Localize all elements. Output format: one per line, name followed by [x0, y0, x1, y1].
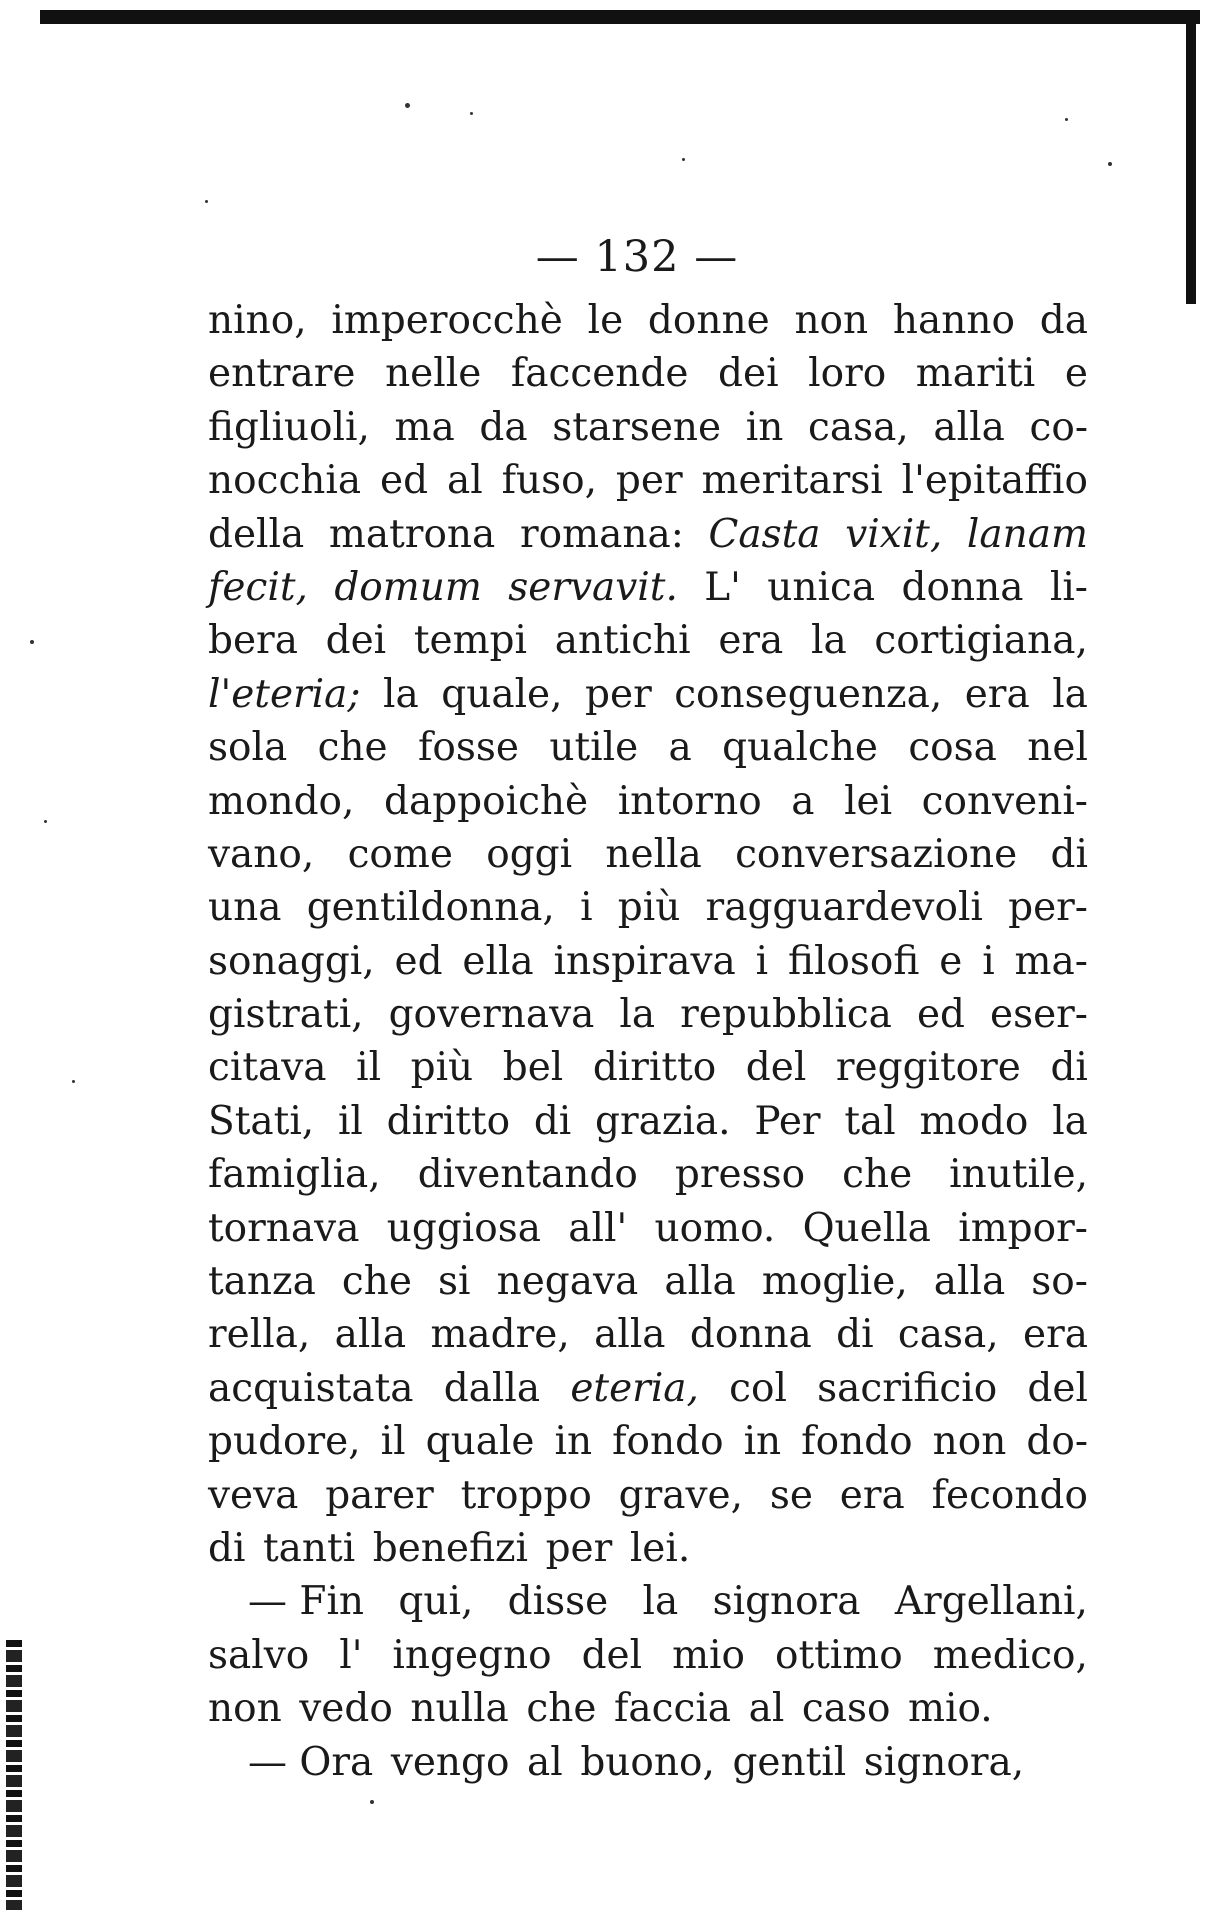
- text-line: [208, 1362, 1088, 1415]
- word: signora: [712, 1579, 861, 1625]
- word: all': [568, 1205, 628, 1251]
- word: bera: [208, 618, 298, 664]
- word: non: [794, 298, 869, 343]
- word: conveni-: [921, 778, 1088, 824]
- word: uggiosa: [386, 1205, 542, 1251]
- text-line: [208, 775, 1088, 828]
- word: ma: [394, 404, 455, 450]
- word: hanno: [892, 298, 1015, 343]
- word: del: [581, 1632, 643, 1678]
- word: le: [587, 298, 624, 343]
- word: casa,: [897, 1312, 999, 1358]
- word: alla: [933, 1259, 1006, 1305]
- word: nulla: [410, 1686, 509, 1732]
- word: della: [208, 511, 305, 557]
- print-speck: [205, 200, 208, 203]
- word: figliuoli,: [208, 404, 370, 450]
- word: fuso,: [501, 458, 598, 504]
- text-line: [208, 347, 1088, 400]
- word: ed: [916, 992, 965, 1038]
- word: del: [745, 1045, 807, 1091]
- word: Stati,: [208, 1098, 315, 1144]
- word: acquistata: [208, 1365, 414, 1411]
- word: Argellani,: [894, 1579, 1088, 1625]
- word: meritarsi: [701, 458, 883, 504]
- word: la: [1052, 671, 1088, 717]
- word: repubblica: [680, 992, 892, 1038]
- word: la: [810, 618, 847, 664]
- word: da: [1039, 298, 1088, 343]
- word: alla: [594, 1312, 666, 1358]
- word: impor-: [958, 1205, 1088, 1251]
- word: faccende: [510, 351, 689, 397]
- print-speck: [405, 103, 410, 108]
- word: L': [704, 564, 741, 610]
- word: Quella: [802, 1205, 931, 1251]
- word: donne: [647, 298, 770, 343]
- word: antichi: [554, 618, 691, 664]
- word: era: [964, 671, 1030, 717]
- word: oggi: [486, 831, 573, 877]
- word: intorno: [617, 778, 762, 824]
- word: fecondo: [931, 1472, 1088, 1518]
- word: il: [337, 1098, 363, 1144]
- word: come: [347, 831, 453, 877]
- word: in: [743, 1419, 782, 1465]
- word: Per: [754, 1098, 821, 1144]
- word: per: [615, 458, 683, 504]
- word: governava: [388, 992, 595, 1038]
- word: tempi: [413, 618, 528, 664]
- word: troppo: [460, 1472, 592, 1518]
- print-speck: [682, 158, 685, 161]
- word: cortigiana,: [874, 618, 1088, 664]
- word: mio.: [908, 1686, 993, 1732]
- word: imperocchè: [331, 298, 563, 343]
- word: servavit.: [508, 564, 678, 610]
- text-line: [208, 1522, 1088, 1575]
- word: citava: [208, 1045, 327, 1091]
- word: a: [791, 778, 815, 824]
- text-line: [208, 1629, 1088, 1682]
- body-text: [208, 294, 1088, 1789]
- word: nella: [605, 831, 702, 877]
- word: gistrati,: [208, 992, 364, 1038]
- word: l'eteria;: [208, 671, 361, 717]
- text-line: [208, 1575, 1088, 1628]
- word: più: [410, 1045, 474, 1091]
- word: al: [748, 1686, 785, 1732]
- word: — Fin: [248, 1579, 365, 1625]
- word: che: [526, 1686, 597, 1732]
- word: negava: [496, 1259, 639, 1305]
- word: lanam: [966, 511, 1088, 557]
- word: una: [208, 885, 282, 931]
- word: qualche: [722, 725, 878, 771]
- word: per: [585, 671, 652, 717]
- text-line: [208, 881, 1088, 934]
- word: eteria,: [570, 1365, 699, 1411]
- text-line: [208, 988, 1088, 1041]
- word: dei: [718, 351, 779, 397]
- word: qui,: [398, 1579, 474, 1625]
- word: a: [668, 725, 692, 771]
- word: uomo.: [654, 1205, 776, 1251]
- word: domum: [334, 564, 482, 610]
- word: nelle: [385, 351, 482, 397]
- word: per: [545, 1525, 613, 1571]
- word: la: [619, 992, 656, 1038]
- text-line: [208, 614, 1088, 667]
- word: la: [642, 1579, 679, 1625]
- word: unica: [767, 564, 876, 610]
- word: li-: [1049, 564, 1088, 610]
- text-line: [208, 1415, 1088, 1468]
- word: alla: [664, 1259, 736, 1305]
- word: fondo: [801, 1419, 913, 1465]
- word: l': [339, 1632, 363, 1678]
- word: reggitore: [835, 1045, 1021, 1091]
- word: era: [718, 618, 784, 664]
- word: tornava: [208, 1205, 360, 1251]
- word: bel: [502, 1045, 564, 1091]
- word: e: [939, 938, 963, 984]
- word: loro: [808, 351, 887, 397]
- word: conseguenza,: [674, 671, 943, 717]
- text-line: [208, 1148, 1088, 1201]
- word: rella,: [208, 1312, 311, 1358]
- word: tanti: [263, 1525, 356, 1571]
- word: che: [842, 1152, 913, 1198]
- word: filosofi: [787, 938, 920, 984]
- word: gentildonna,: [306, 885, 555, 931]
- word: matrona: [328, 511, 496, 557]
- word: la: [1052, 1098, 1088, 1144]
- word: ed: [380, 458, 429, 504]
- word: veva: [208, 1472, 299, 1518]
- word: nino,: [208, 298, 307, 343]
- text-line: [208, 508, 1088, 561]
- text-line: [208, 561, 1088, 614]
- word: entrare: [208, 351, 356, 397]
- word: di: [1050, 1045, 1088, 1091]
- word: grazia.: [595, 1098, 731, 1144]
- word: i: [755, 938, 769, 984]
- word: da: [479, 404, 528, 450]
- word: donna: [901, 564, 1024, 610]
- word: cosa: [908, 725, 997, 771]
- word: diritto: [592, 1045, 717, 1091]
- word: tanza: [208, 1259, 316, 1305]
- word: modo: [919, 1098, 1029, 1144]
- print-speck: [44, 820, 47, 823]
- text-line: [208, 401, 1088, 454]
- text-line: [208, 828, 1088, 881]
- word: in: [745, 404, 784, 450]
- word: caso: [801, 1686, 891, 1732]
- word: la: [383, 671, 419, 717]
- word: dalla: [443, 1365, 541, 1411]
- word: disse: [507, 1579, 609, 1625]
- word: dei: [325, 618, 387, 664]
- word: per-: [1008, 885, 1088, 931]
- print-speck: [72, 1080, 75, 1083]
- word: non: [208, 1686, 282, 1732]
- word: co-: [1029, 404, 1088, 450]
- word: vano,: [208, 831, 315, 877]
- word: ma-: [1014, 938, 1088, 984]
- word: di: [1050, 831, 1088, 877]
- word: era: [1023, 1312, 1088, 1358]
- text-line: [208, 668, 1088, 721]
- word: sonaggi,: [208, 938, 375, 984]
- word: donna: [689, 1312, 812, 1358]
- word: di: [836, 1312, 874, 1358]
- text-line: [208, 1255, 1088, 1308]
- text-line: [208, 1469, 1088, 1522]
- word: do-: [1026, 1419, 1088, 1465]
- word: i: [580, 885, 593, 931]
- text-line: [208, 1041, 1088, 1094]
- word: conversazione: [735, 831, 1018, 877]
- word: mariti: [915, 351, 1036, 397]
- word: al: [527, 1739, 563, 1785]
- word: casa,: [808, 404, 909, 450]
- text-line: [208, 454, 1088, 507]
- word: inutile,: [949, 1152, 1088, 1198]
- word: tal: [844, 1098, 896, 1144]
- word: diventando: [417, 1152, 638, 1198]
- word: mondo,: [208, 778, 355, 824]
- word: di: [533, 1098, 572, 1144]
- word: nel: [1027, 725, 1088, 771]
- word: non: [932, 1419, 1007, 1465]
- word: che: [317, 725, 388, 771]
- word: nocchia: [208, 458, 362, 504]
- word: fosse: [417, 725, 519, 771]
- word: buono,: [580, 1739, 715, 1785]
- word: vedo: [299, 1686, 393, 1732]
- word: ingegno: [392, 1632, 552, 1678]
- word: so-: [1031, 1259, 1088, 1305]
- text-line: [208, 1095, 1088, 1148]
- text-line: [208, 294, 1088, 347]
- word: signora,: [863, 1739, 1025, 1785]
- word: sacrificio: [817, 1365, 998, 1411]
- word: dappoichè: [383, 778, 589, 824]
- word: ottimo: [774, 1632, 903, 1678]
- word: ella: [462, 938, 534, 984]
- word: inspirava: [553, 938, 736, 984]
- word: lei.: [629, 1525, 691, 1571]
- print-speck: [30, 640, 34, 644]
- word: quale,: [441, 671, 563, 717]
- word: vixit,: [845, 511, 943, 557]
- text-line: [208, 1736, 1088, 1789]
- word: mio: [672, 1632, 746, 1678]
- top-border-rule: [40, 10, 1200, 24]
- text-line: [208, 1308, 1088, 1361]
- page-number-text: — 132 —: [535, 232, 739, 282]
- word: madre,: [430, 1312, 570, 1358]
- word: Casta: [708, 511, 821, 557]
- word: grave,: [618, 1472, 744, 1518]
- word: il: [380, 1419, 406, 1465]
- word: famiglia,: [208, 1152, 381, 1198]
- word: si: [438, 1259, 471, 1305]
- word: — Ora: [248, 1739, 374, 1785]
- word: salvo: [208, 1632, 310, 1678]
- word: quale: [425, 1419, 535, 1465]
- word: starsene: [552, 404, 722, 450]
- word: il: [356, 1045, 382, 1091]
- left-binding-edge: [6, 1640, 22, 1910]
- text-line: [208, 1202, 1088, 1255]
- word: ragguardevoli: [705, 885, 983, 931]
- word: lei: [844, 778, 893, 824]
- word: i: [982, 938, 995, 984]
- word: medico,: [932, 1632, 1088, 1678]
- word: fondo: [612, 1419, 724, 1465]
- text-line: [208, 721, 1088, 774]
- word: pudore,: [208, 1419, 361, 1465]
- word: era: [839, 1472, 905, 1518]
- word: di: [208, 1525, 246, 1571]
- word: fecit,: [208, 564, 308, 610]
- print-speck: [1065, 118, 1068, 121]
- word: alla: [334, 1312, 407, 1358]
- word: presso: [674, 1152, 806, 1198]
- print-speck: [1108, 162, 1112, 166]
- word: col: [729, 1365, 787, 1411]
- word: più: [617, 885, 681, 931]
- word: alla: [933, 404, 1005, 450]
- word: benefizi: [372, 1525, 529, 1571]
- word: sola: [208, 725, 288, 771]
- page-number: [0, 232, 1208, 282]
- word: l'epitaffio: [901, 458, 1088, 504]
- word: diritto: [386, 1098, 511, 1144]
- word: vengo: [390, 1739, 510, 1785]
- word: romana:: [519, 511, 684, 557]
- print-speck: [370, 1800, 374, 1804]
- word: del: [1027, 1365, 1088, 1411]
- word: al: [446, 458, 483, 504]
- word: gentil: [732, 1739, 847, 1785]
- word: che: [341, 1259, 412, 1305]
- word: in: [554, 1419, 593, 1465]
- word: parer: [325, 1472, 434, 1518]
- text-line: [208, 1682, 1088, 1735]
- text-line: [208, 935, 1088, 988]
- word: se: [769, 1472, 813, 1518]
- word: eser-: [989, 992, 1088, 1038]
- word: ed: [394, 938, 443, 984]
- word: faccia: [613, 1686, 732, 1732]
- word: utile: [549, 725, 639, 771]
- word: moglie,: [761, 1259, 908, 1305]
- word: e: [1064, 351, 1088, 397]
- print-speck: [470, 112, 473, 115]
